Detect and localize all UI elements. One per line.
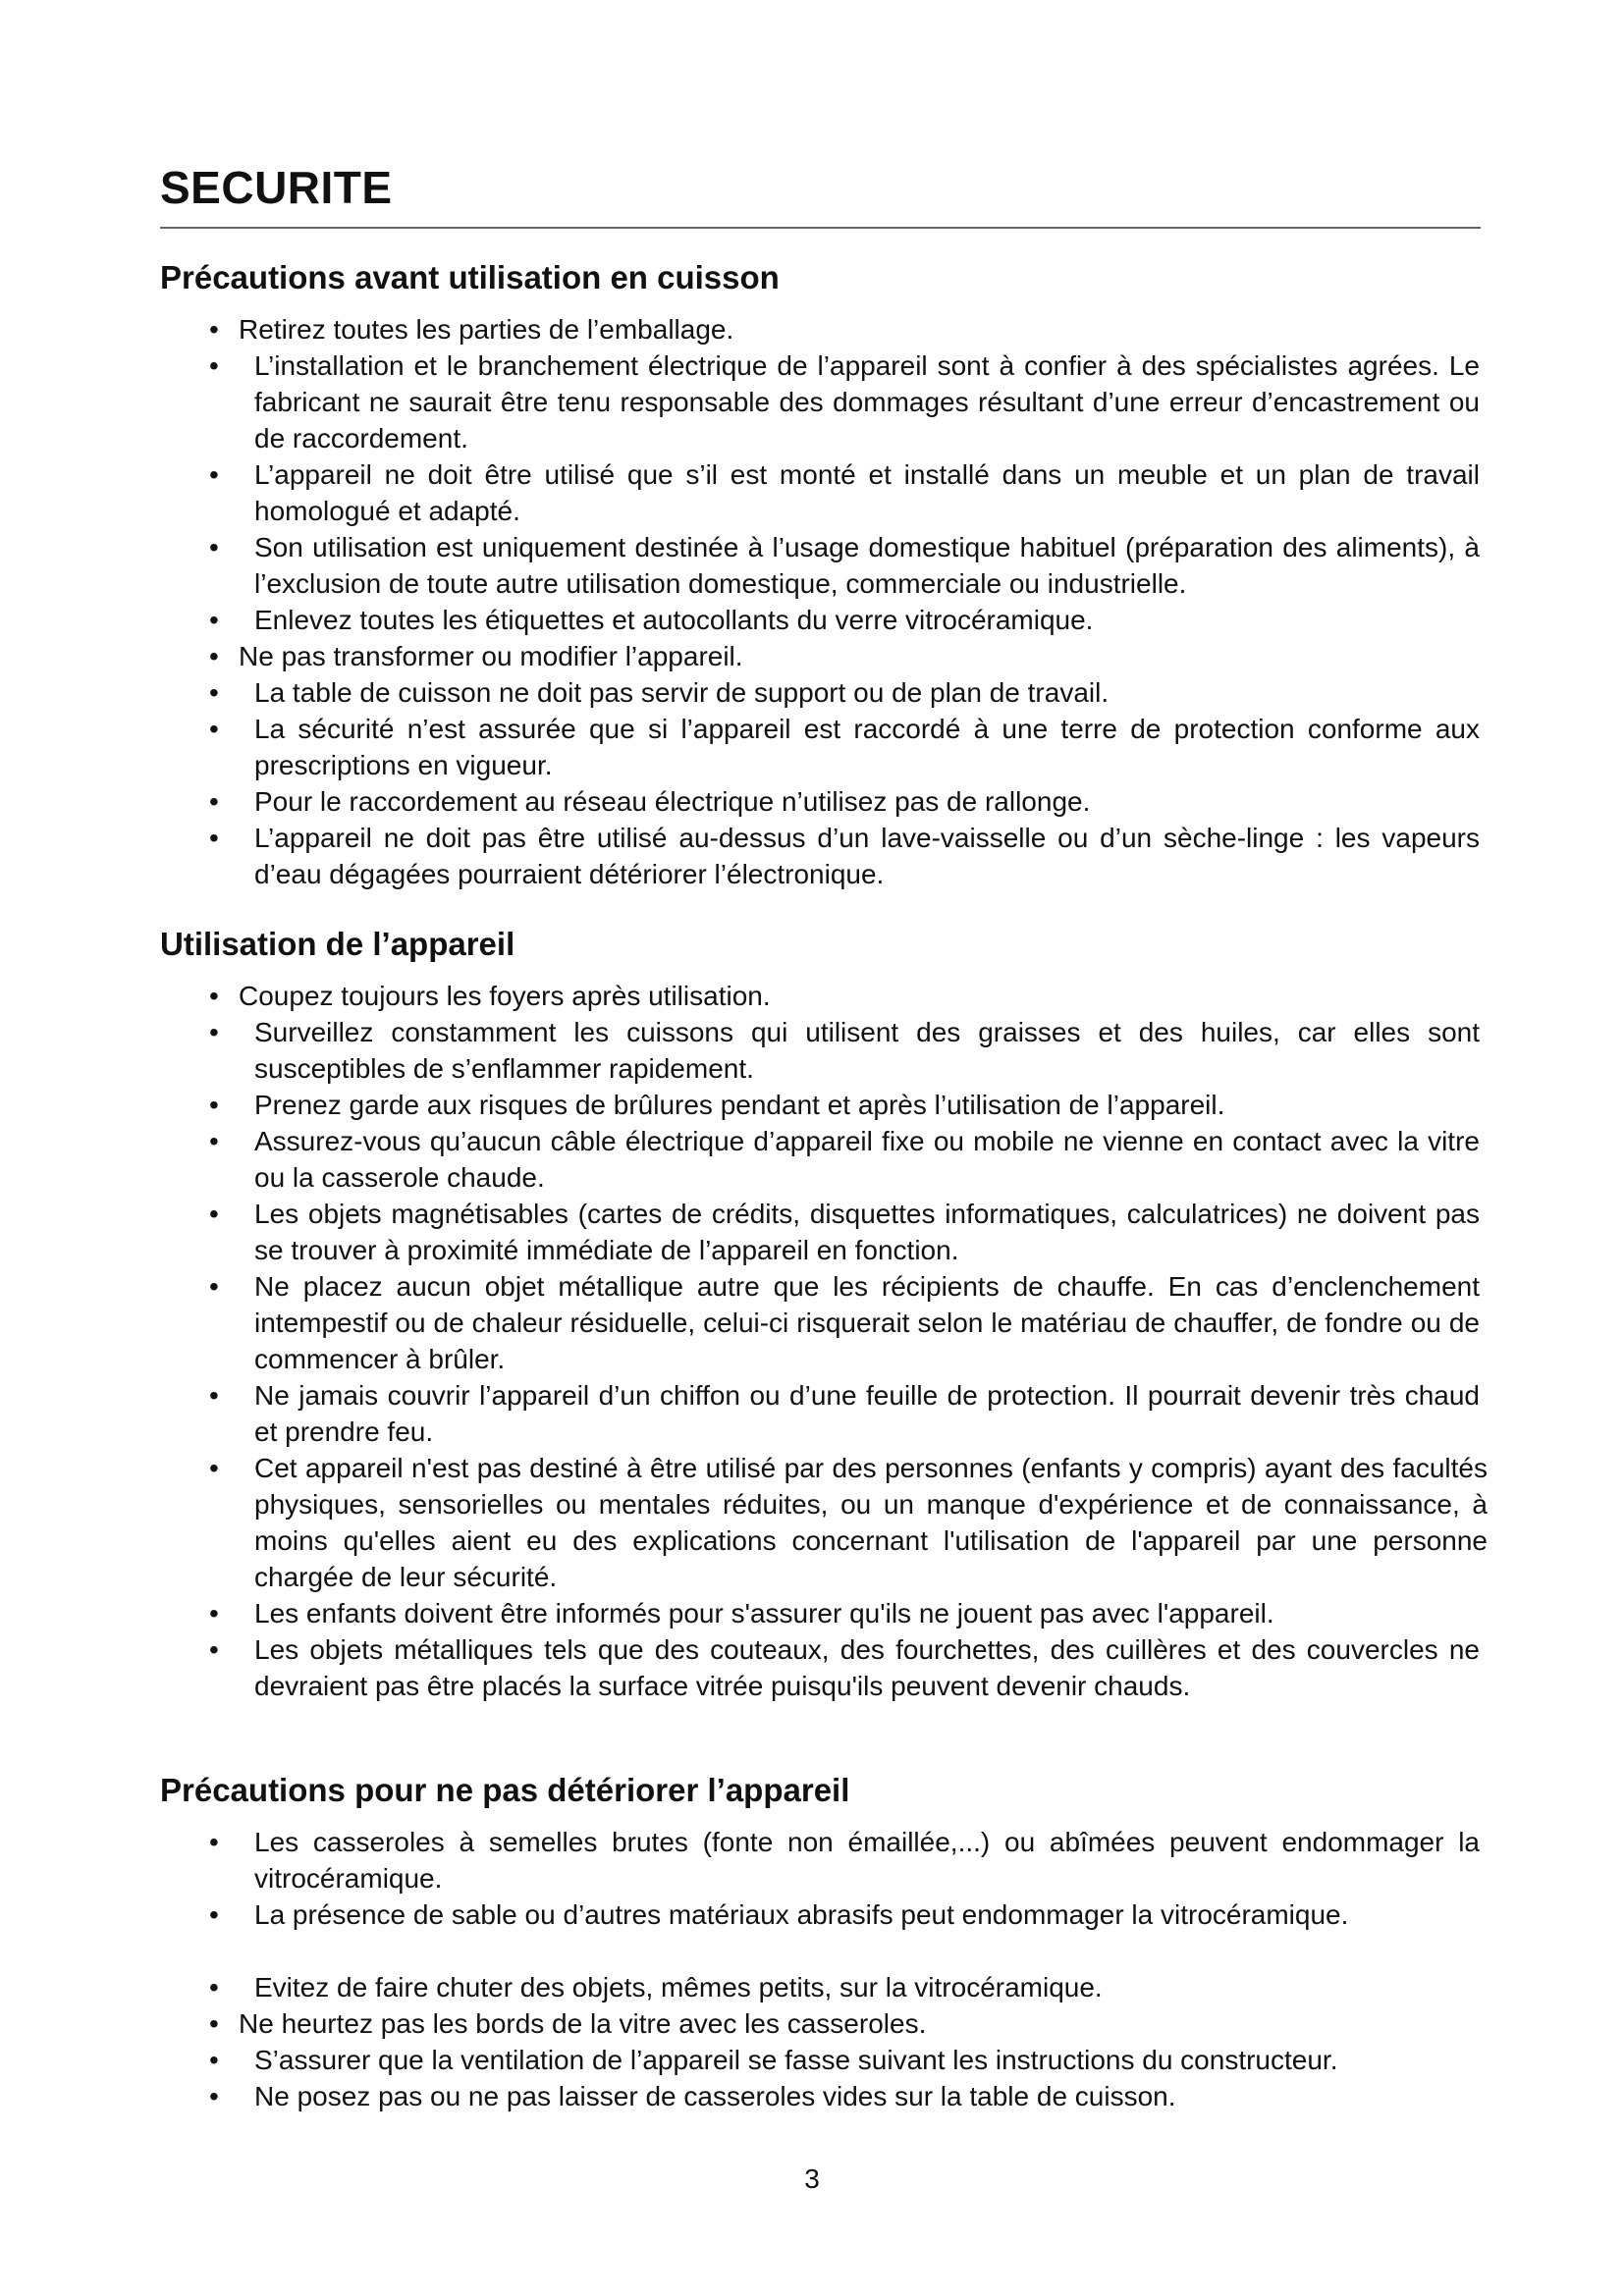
list-item-text: Surveillez constamment les cuissons qui utilisent des graisses et des huiles, car elles sont susceptibles de s’enflammer rapidement. xyxy=(254,1017,1480,1084)
list-item-text: Enlevez toutes les étiquettes et autocollants du verre vitrocéramique. xyxy=(254,605,1094,635)
list-item-text: Ne jamais couvrir l’appareil d’un chiffon ou d’une feuille de protection. Il pourrait devenir très chaud et prendre feu. xyxy=(254,1380,1480,1447)
bullet-icon: • xyxy=(209,714,219,744)
list-item-text: Assurez-vous qu’aucun câble électrique d’appareil fixe ou mobile ne vienne en contact avec la vitre ou la casserole chaude. xyxy=(254,1126,1480,1193)
bullet-icon: • xyxy=(209,1271,219,1302)
bullet-icon: • xyxy=(209,823,219,853)
list-item-text: Retirez toutes les parties de l’emballage. xyxy=(239,314,734,345)
bullet-icon: • xyxy=(209,1126,219,1156)
list-item-text: Son utilisation est uniquement destinée à l’usage domestique habituel (préparation des aliments), à l’exclusion de toute autre utilisation domestique, commerciale ou industrielle. xyxy=(254,532,1480,599)
bullet-icon: • xyxy=(209,314,219,345)
bullet-icon: • xyxy=(209,1199,219,1229)
list-item-text: Ne pas transformer ou modifier l’appareil. xyxy=(239,641,743,671)
bullet-icon: • xyxy=(209,1634,219,1665)
list-item-text: Cet appareil n'est pas destiné à être utilisé par des personnes (enfants y compris) ayant des facultés physiques, sensorielles ou mentales réduites, ou un manque d'expérience et de connaissance, à moins qu'elles aient eu des explications concernant l'utilisation de l'appareil par une personne chargée de leur sécurité. xyxy=(254,1453,1488,1592)
bullet-icon: • xyxy=(209,532,219,562)
list-item-text: Evitez de faire chuter des objets, mêmes petits, sur la vitrocéramique. xyxy=(254,1972,1103,2002)
section-heading: Précautions avant utilisation en cuisson xyxy=(160,259,780,295)
list-item-text: L’appareil ne doit être utilisé que s’il est monté et installé dans un meuble et un plan de travail homologué et adapté. xyxy=(254,459,1480,526)
list-item-text: L’installation et le branchement électrique de l’appareil sont à confier à des spécialistes agrées. Le fabricant ne saurait être tenu responsable des dommages résultant d’une erreur d’encastrement ou de raccordement. xyxy=(254,350,1480,454)
bullet-icon: • xyxy=(209,1598,219,1629)
list-item-text: S’assurer que la ventilation de l’appareil se fasse suivant les instructions du constructeur. xyxy=(254,2045,1338,2075)
list-item-text: Prenez garde aux risques de brûlures pendant et après l’utilisation de l’appareil. xyxy=(254,1090,1225,1120)
list-item-text: Ne posez pas ou ne pas laisser de casseroles vides sur la table de cuisson. xyxy=(254,2081,1176,2111)
bullet-icon: • xyxy=(209,1017,219,1047)
bullet-icon: • xyxy=(209,1899,219,1930)
list-item-text: L’appareil ne doit pas être utilisé au-dessus d’un lave-vaisselle ou d’un sèche-linge : les vapeurs d’eau dégagées pourraient détériorer l’électronique. xyxy=(254,823,1480,889)
bullet-icon: • xyxy=(209,1090,219,1120)
list-item-text: Les enfants doivent être informés pour s'assurer qu'ils ne jouent pas avec l'appareil. xyxy=(254,1598,1274,1629)
page-number: 3 xyxy=(804,2163,820,2194)
list-item-text: Les objets métalliques tels que des couteaux, des fourchettes, des cuillères et des couvercles ne devraient pas être placés la surface vitrée puisqu'ils peuvent devenir chauds. xyxy=(254,1634,1480,1701)
list-item-text: Coupez toujours les foyers après utilisation. xyxy=(239,981,771,1011)
list-item-text: Les objets magnétisables (cartes de crédits, disquettes informatiques, calculatrices) ne doivent pas se trouver à proximité immédiate de l’appareil en fonction. xyxy=(254,1199,1480,1265)
list-item-text: Ne placez aucun objet métallique autre que les récipients de chauffe. En cas d’enclenchement intempestif ou de chaleur résiduelle, celui-ci risquerait selon le matériau de chauffer, de fondre ou de commencer à brûler. xyxy=(254,1271,1480,1374)
bullet-icon: • xyxy=(209,981,219,1011)
section-heading: Précautions pour ne pas détériorer l’appareil xyxy=(160,1772,850,1808)
list-item-text: La présence de sable ou d’autres matériaux abrasifs peut endommager la vitrocéramique. xyxy=(254,1899,1349,1930)
list-item-text: Ne heurtez pas les bords de la vitre avec les casseroles. xyxy=(239,2008,927,2039)
list-item-text: Pour le raccordement au réseau électrique n’utilisez pas de rallonge. xyxy=(254,786,1091,817)
section-heading: Utilisation de l’appareil xyxy=(160,926,515,962)
list-item-text: La sécurité n’est assurée que si l’appareil est raccordé à une terre de protection conforme aux prescriptions en vigueur. xyxy=(254,714,1480,780)
page-title: SECURITE xyxy=(160,162,393,213)
bullet-icon: • xyxy=(209,786,219,817)
title-underline xyxy=(160,227,1481,229)
list-item-text: Les casseroles à semelles brutes (fonte non émaillée,...) ou abîmées peuvent endommager la vitrocéramique. xyxy=(254,1827,1480,1894)
bullet-icon: • xyxy=(209,2081,219,2111)
bullet-icon: • xyxy=(209,641,219,671)
list-item-text: La table de cuisson ne doit pas servir de support ou de plan de travail. xyxy=(254,677,1110,708)
bullet-icon: • xyxy=(209,350,219,381)
bullet-icon: • xyxy=(209,1453,219,1483)
bullet-icon: • xyxy=(209,605,219,635)
bullet-icon: • xyxy=(209,2045,219,2075)
bullet-icon: • xyxy=(209,1972,219,2002)
bullet-icon: • xyxy=(209,1827,219,1857)
bullet-icon: • xyxy=(209,1380,219,1411)
bullet-icon: • xyxy=(209,459,219,490)
bullet-icon: • xyxy=(209,2008,219,2039)
bullet-icon: • xyxy=(209,677,219,708)
